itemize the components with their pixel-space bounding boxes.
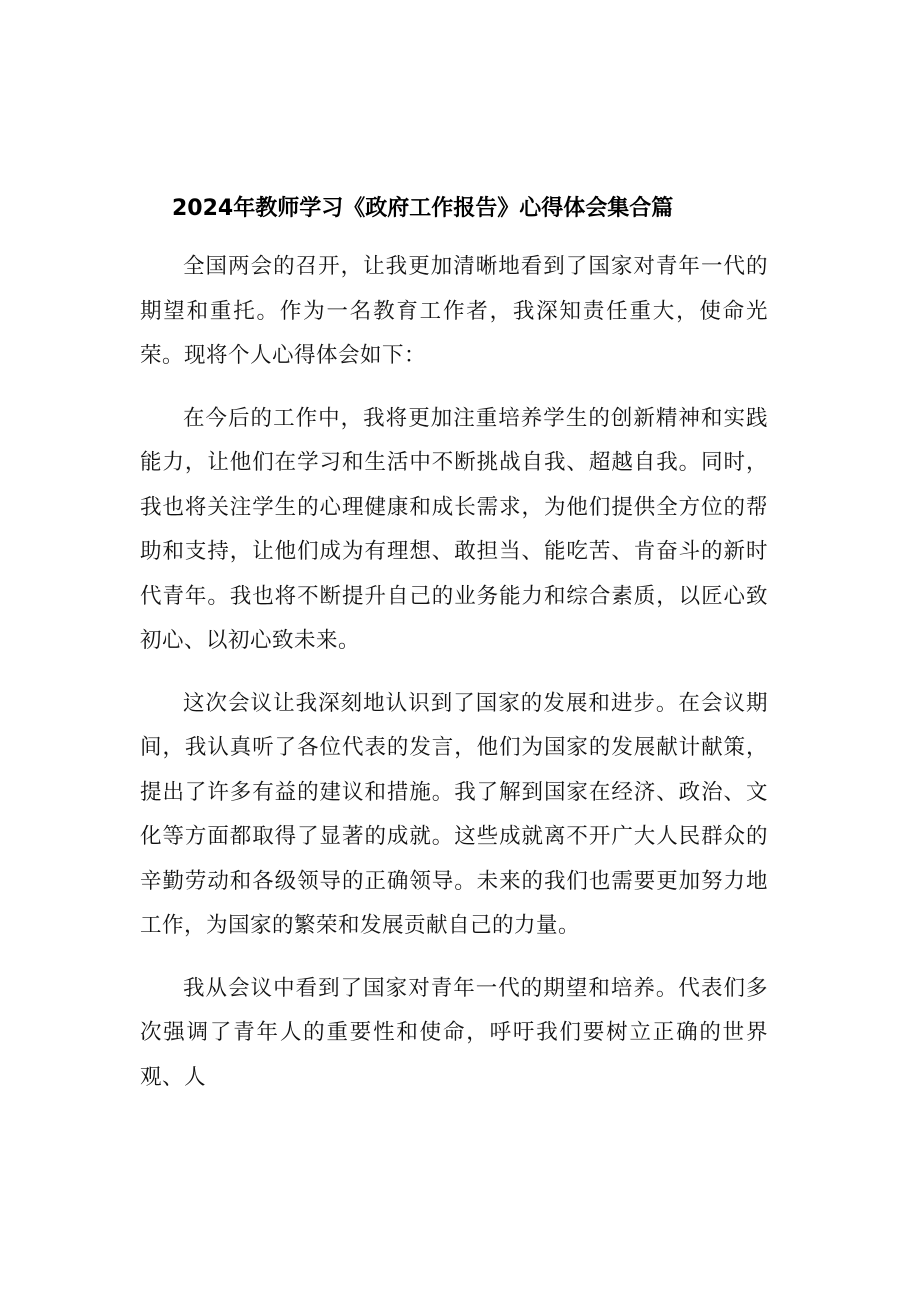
document-title: 2024年教师学习《政府工作报告》心得体会集合篇 xyxy=(172,196,674,221)
paragraph-3: 这次会议让我深刻地认识到了国家的发展和进步。在会议期间，我认真听了各位代表的发言，他们为国家的发展献计献策，提出了许多有益的建议和措施。我了解到国家在经济、政治、文化等方面都取得了显著的成就。这些成就离不开广大人民群众的辛勤劳动和各级领导的正确领导。未来的我们也需要更加努力地工作，为国家的繁荣和发展贡献自己的力量。 xyxy=(140,690,768,938)
document-body xyxy=(140,245,768,1118)
paragraph-4: 我从会议中看到了国家对青年一代的期望和培养。代表们多次强调了青年人的重要性和使命，呼吁我们要树立正确的世界观、人 xyxy=(140,975,768,1090)
paragraph-2: 在今后的工作中，我将更加注重培养学生的创新精神和实践能力，让他们在学习和生活中不断挑战自我、超越自我。同时，我也将关注学生的心理健康和成长需求，为他们提供全方位的帮助和支持，让他们成为有理想、敢担当、能吃苦、肯奋斗的新时代青年。我也将不断提升自己的业务能力和综合素质，以匠心致初心、以初心致未来。 xyxy=(140,405,768,653)
paragraph-1: 全国两会的召开，让我更加清晰地看到了国家对青年一代的期望和重托。作为一名教育工作者，我深知责任重大，使命光荣。现将个人心得体会如下： xyxy=(140,254,768,368)
